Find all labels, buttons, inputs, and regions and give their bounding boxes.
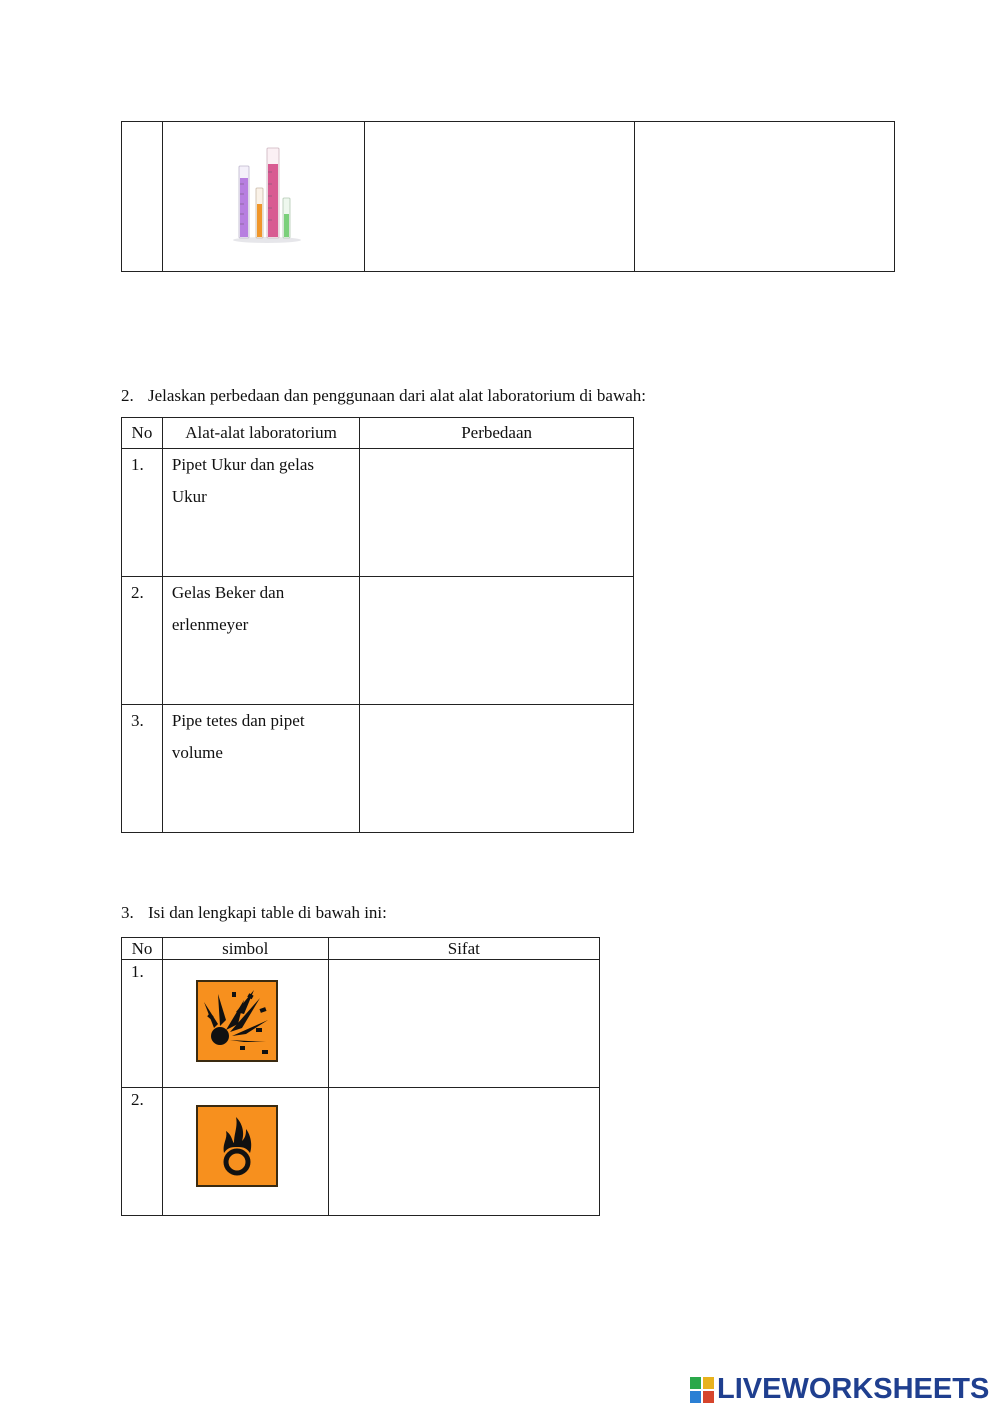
- header-tools: Alat-alat laboratorium: [162, 418, 359, 449]
- table-row: [122, 1088, 600, 1216]
- row-number: 1.: [122, 960, 163, 1088]
- header-property: Sifat: [328, 938, 599, 960]
- tool-name: Gelas Beker dan erlenmeyer: [162, 577, 359, 705]
- table-row: [122, 449, 634, 577]
- property-answer-cell[interactable]: [328, 960, 599, 1088]
- difference-answer-cell[interactable]: [360, 705, 634, 833]
- table-row: [122, 960, 600, 1088]
- property-answer-cell[interactable]: [328, 1088, 599, 1216]
- question-2-text: Jelaskan perbedaan dan penggunaan dari alat alat laboratorium di bawah:: [148, 386, 646, 405]
- explosive-hazard-icon: [196, 980, 278, 1062]
- logo-text: LIVEWORKSHEETS: [717, 1373, 990, 1405]
- logo-grid-icon: [690, 1377, 714, 1403]
- table-header-row: [122, 418, 634, 449]
- question-2-number: 2.: [121, 386, 134, 405]
- symbol-cell: [162, 1088, 328, 1216]
- question-3-table: [121, 937, 600, 1216]
- top-table: [121, 121, 895, 272]
- table-row: [122, 577, 634, 705]
- row-number: 3.: [122, 705, 163, 833]
- graduated-cylinders-image: [227, 144, 307, 244]
- row-number: 2.: [122, 1088, 163, 1216]
- difference-answer-cell[interactable]: [360, 577, 634, 705]
- question-3-text: Isi dan lengkapi table di bawah ini:: [148, 903, 387, 922]
- row-number: 2.: [122, 577, 163, 705]
- difference-answer-cell[interactable]: [360, 449, 634, 577]
- table-header-row: [122, 938, 600, 960]
- top-cell-4: [635, 122, 895, 272]
- question-2-title: [121, 386, 646, 406]
- top-cell-no: [122, 122, 163, 272]
- oxidizing-hazard-icon: [196, 1105, 278, 1187]
- liveworksheets-logo: [690, 1373, 989, 1406]
- tool-name: Pipe tetes dan pipet volume: [162, 705, 359, 833]
- header-no: No: [122, 938, 163, 960]
- header-symbol: simbol: [162, 938, 328, 960]
- row-number: 1.: [122, 449, 163, 577]
- header-no: No: [122, 418, 163, 449]
- tool-name: Pipet Ukur dan gelas Ukur: [162, 449, 359, 577]
- top-cell-image: [162, 122, 364, 272]
- question-3-number: 3.: [121, 903, 134, 922]
- question-2-table: [121, 417, 634, 833]
- table-row: [122, 705, 634, 833]
- symbol-cell: [162, 960, 328, 1088]
- header-difference: Perbedaan: [360, 418, 634, 449]
- top-cell-3: [364, 122, 635, 272]
- question-3-title: [121, 903, 387, 923]
